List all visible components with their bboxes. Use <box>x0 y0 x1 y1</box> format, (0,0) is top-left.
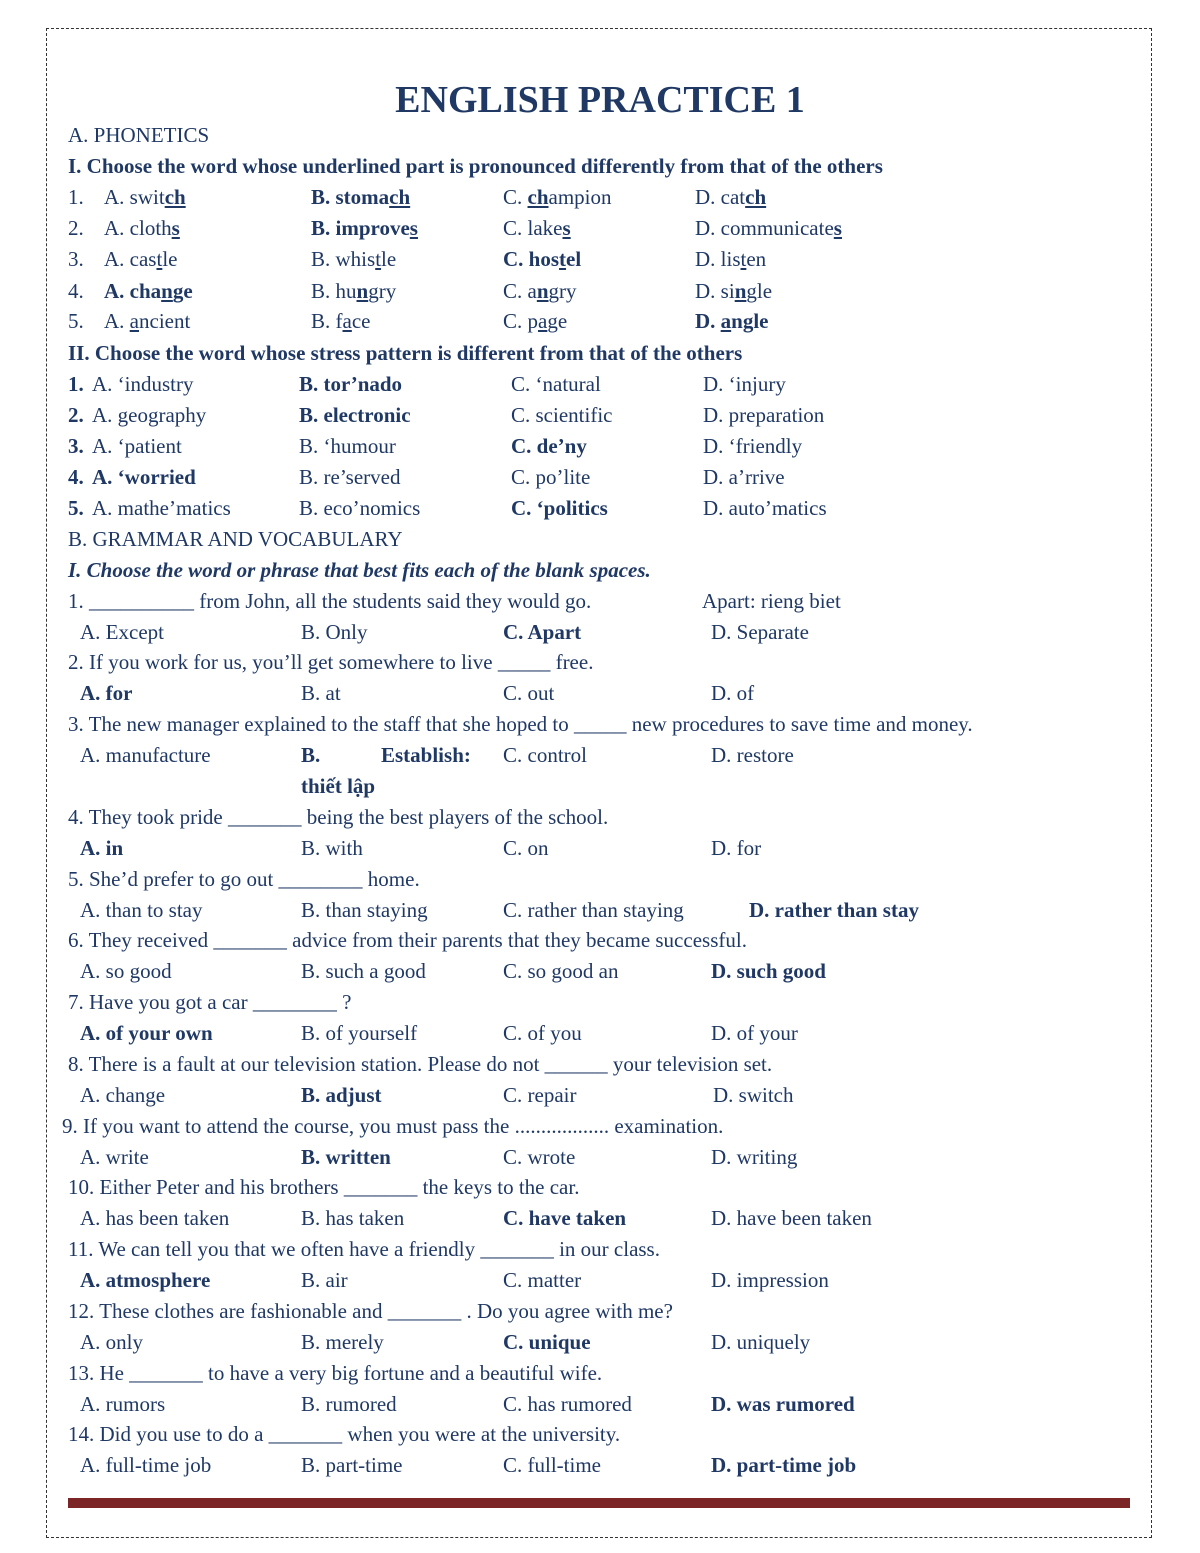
question-row: 5. A. mathe’matics B. eco’nomics C. ‘politics D. auto’matics <box>68 496 827 520</box>
question-row: 3. A. castle B. whistle C. hostel D. listen <box>68 247 767 271</box>
page-title: ENGLISH PRACTICE 1 <box>395 79 805 121</box>
question-text: 3. The new manager explained to the staff that she hoped to _____ new procedures to save time and money. <box>68 712 973 736</box>
options-row: A. of your own B. of yourself C. of you D. of your <box>80 1021 798 1045</box>
question-text: 14. Did you use to do a _______ when you were at the university. <box>68 1422 621 1446</box>
question-text: 6. They received _______ advice from their parents that they became successful. <box>68 928 747 952</box>
options-row: A. for B. at C. out D. of <box>80 681 755 705</box>
grammar-instruction: I. Choose the word or phrase that best fits each of the blank spaces. <box>68 558 651 582</box>
question-text: 13. He _______ to have a very big fortune and a beautiful wife. <box>68 1361 603 1385</box>
question-note: Apart: rieng biet <box>702 589 841 613</box>
options-row: A. write B. written C. wrote D. writing <box>80 1145 798 1169</box>
question-row: 2. A. geography B. electronic C. scientific D. preparation <box>68 403 825 427</box>
options-row: A. atmosphere B. air C. matter D. impression <box>80 1268 829 1292</box>
question-row: 1. A. switch B. stomach C. champion D. catch <box>68 185 767 209</box>
options-row: A. has been taken B. has taken C. have taken D. have been taken <box>80 1206 872 1230</box>
options-row: A. so good B. such a good C. so good an D. such good <box>80 959 826 983</box>
question-text: 9. If you want to attend the course, you must pass the .................. examination. <box>62 1114 724 1138</box>
options-row: A. Except B. Only C. Apart D. Separate <box>80 620 809 644</box>
section-heading-phonetics: A. PHONETICS <box>68 123 210 147</box>
question-text: 11. We can tell you that we often have a friendly _______ in our class. <box>68 1237 660 1261</box>
options-row-continued: thiết lập <box>301 774 376 798</box>
options-row: A. manufacture B. Establish: C. control D. restore <box>80 743 794 767</box>
options-row: A. change B. adjust C. repair D. switch <box>80 1083 794 1107</box>
question-row: 3. A. ‘patient B. ‘humour C. de’ny D. ‘friendly <box>68 434 803 458</box>
question-text: 12. These clothes are fashionable and _______ . Do you agree with me? <box>68 1299 673 1323</box>
question-row: 5. A. ancient B. face C. page D. angle <box>68 309 769 333</box>
options-row: A. only B. merely C. unique D. uniquely <box>80 1330 811 1354</box>
footer-divider <box>68 1498 1130 1508</box>
phonetics-part2-instruction: II. Choose the word whose stress pattern is different from that of the others <box>68 341 743 365</box>
question-row: 4. A. ‘worried B. re’served C. po’lite D. a’rrive <box>68 465 785 489</box>
options-row: A. full-time job B. part-time C. full-time D. part-time job <box>80 1453 857 1477</box>
question-text: 2. If you work for us, you’ll get somewhere to live _____ free. <box>68 650 594 674</box>
section-heading-grammar: B. GRAMMAR AND VOCABULARY <box>68 527 403 551</box>
question-row: 1. A. ‘industry B. tor’nado C. ‘natural D. ‘injury <box>68 372 786 396</box>
question-text: 8. There is a fault at our television station. Please do not ______ your television set. <box>68 1052 773 1076</box>
question-row: 2. A. cloths B. improves C. lakes D. communicates <box>68 216 842 240</box>
question-row: 4. A. change B. hungry C. angry D. single <box>68 279 773 303</box>
question-text: 1. __________ from John, all the students said they would go. Apart: rieng biet <box>68 586 1138 617</box>
question-text: 4. They took pride _______ being the best players of the school. <box>68 805 609 829</box>
phonetics-part1-instruction: I. Choose the word whose underlined part is pronounced differently from that of the others <box>68 154 883 178</box>
options-row: A. rumors B. rumored C. has rumored D. was rumored <box>80 1392 855 1416</box>
question-text: 10. Either Peter and his brothers _______ the keys to the car. <box>68 1175 580 1199</box>
options-row: A. in B. with C. on D. for <box>80 836 762 860</box>
question-text: 5. She’d prefer to go out ________ home. <box>68 867 420 891</box>
question-text: 7. Have you got a car ________ ? <box>68 990 352 1014</box>
options-row: A. than to stay B. than staying C. rather than staying D. rather than stay <box>80 898 919 922</box>
